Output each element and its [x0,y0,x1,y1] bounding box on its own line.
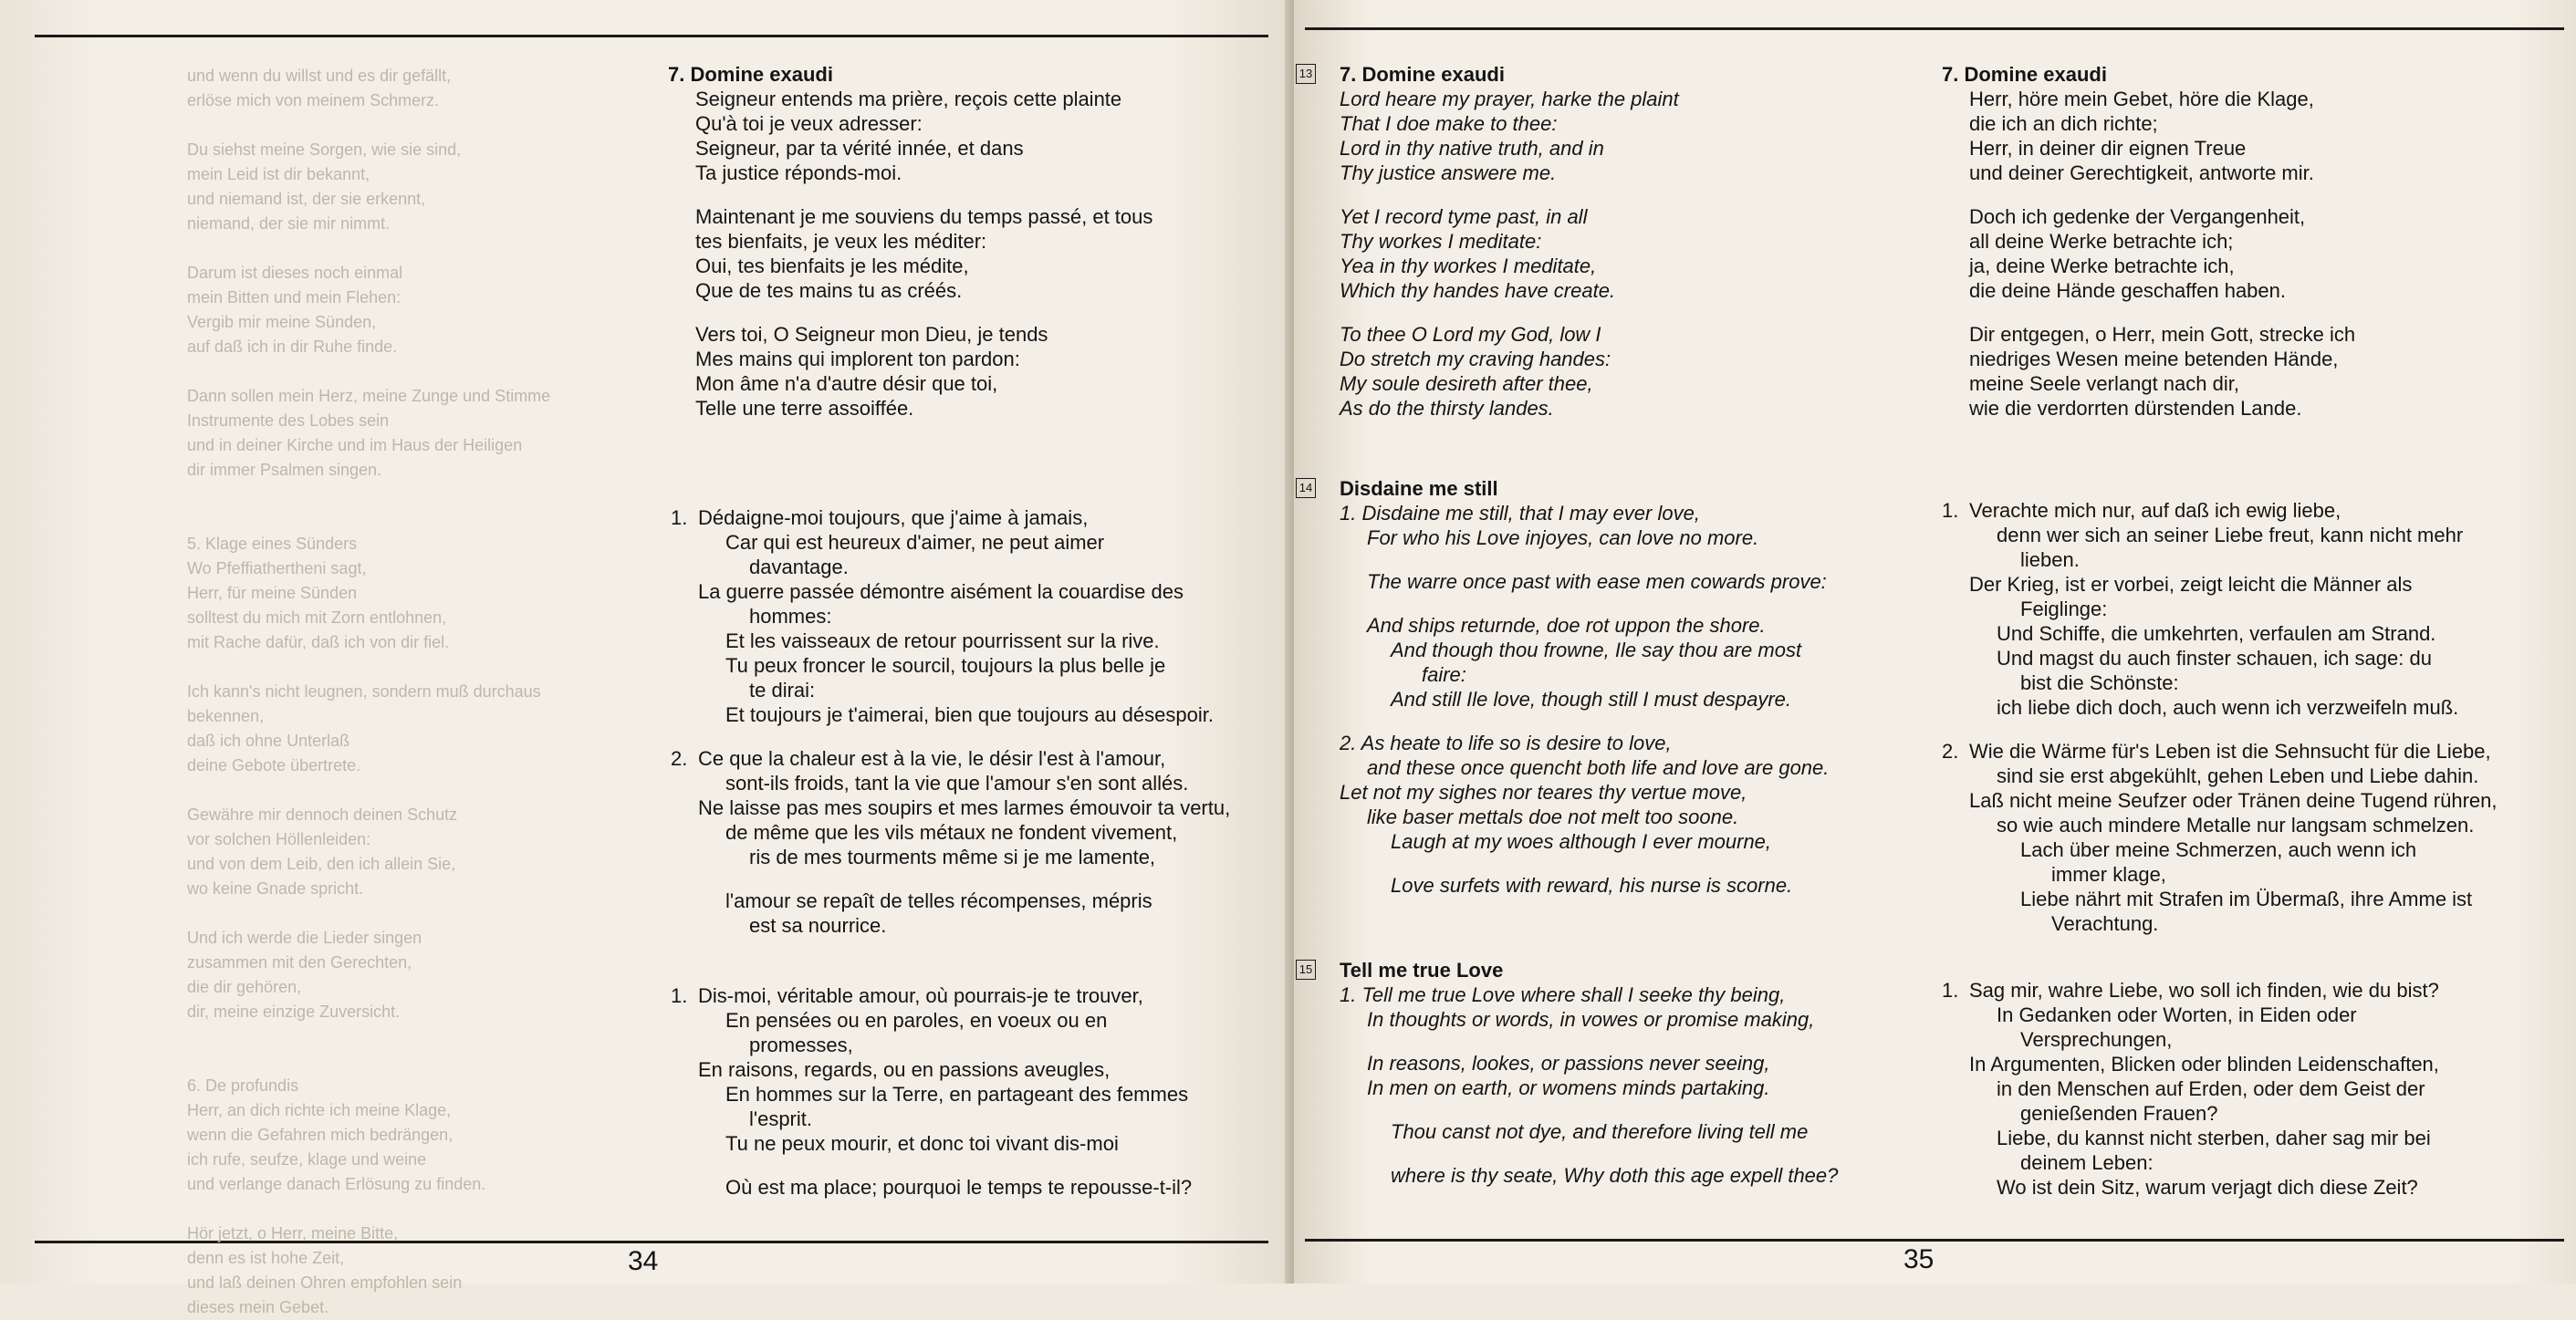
verse-number: 1. [671,506,688,529]
line: Car qui est heureux d'aimer, ne peut aimer [725,531,1105,554]
song-title: Tell me true Love [1340,959,1504,982]
bleed-through-line [187,113,550,138]
bleed-through-line [187,778,550,803]
line: En hommes sur la Terre, en partageant des femmes [725,1083,1189,1106]
line: Wie die Wärme für's Leben ist die Sehnsucht für die Liebe, [1969,740,2491,763]
line: Seigneur, par ta vérité innée, et dans [695,137,1024,160]
line: Lord in thy native truth, and in [1340,137,1604,160]
french-tell [671,983,1282,1200]
stanza-1 [1340,87,1887,185]
bleed-through-line [187,901,550,926]
line: That I doe make to thee: [1340,112,1558,135]
psalm-title: 7. Domine exaudi [1340,63,1505,86]
bleed-through-line: Dann sollen mein Herz, meine Zunge und Stimme [187,387,551,405]
line: faire: [1422,663,1466,686]
line: Love surfets with reward, his nurse is scorne. [1391,874,1793,897]
line: Herr, in deiner dir eignen Treue [1969,137,2247,160]
bleed-through-line: Ich kann's nicht leugnen, sondern muß durchaus [187,682,541,701]
bleed-through-line: und in deiner Kirche und im Haus der Heiligen [187,436,523,454]
german-disdaine [1942,498,2571,936]
bleed-through-line: vor solchen Höllenleiden: [187,830,371,848]
line: Et les vaisseaux de retour pourrissent sur la rive. [725,629,1160,652]
bleed-through-line: wo keine Gnade spricht. [187,879,364,898]
line: As do the thirsty landes. [1340,397,1554,420]
line: Liebe nährt mit Strafen im Übermaß, ihre Amme ist [2020,888,2473,910]
line: die ich an dich richte; [1969,112,2158,135]
line: Ne laisse pas mes soupirs et mes larmes émouvoir ta vertu, [698,796,1231,819]
bleed-through-line: dieses mein Gebet. [187,1298,329,1316]
page-number: 34 [628,1246,659,1276]
bleed-through-line: 5. Klage eines Sünders [187,535,358,553]
line: Der Krieg, ist er vorbei, zeigt leicht die Männer als [1969,573,2413,596]
line: In thoughts or words, in vowes or promise making, [1367,1008,1815,1031]
bleed-through-line [187,236,550,261]
line: And still Ile love, though still I must despayre. [1391,688,1791,711]
line: est sa nourrice. [749,914,887,937]
stanza-2 [1340,204,1887,303]
bleed-through-line: Vergib mir meine Sünden, [187,313,377,331]
bleed-through-line: Herr, an dich richte ich meine Klage, [187,1101,452,1119]
line: Versprechungen, [2020,1028,2173,1051]
line: Sag mir, wahre Liebe, wo soll ich finden, wie du bist? [1969,979,2439,1002]
line: ris de mes tourments même si je me lamente, [749,846,1156,868]
line: immer klage, [2051,863,2166,886]
line: In Gedanken oder Worten, in Eiden oder [1997,1003,2357,1026]
line: and these once quencht both life and love are gone. [1367,756,1830,779]
line: where is thy seate, Why doth this age expell thee? [1391,1164,1839,1187]
line: Do stretch my craving handes: [1340,348,1611,370]
line: l'amour se repaît de telles récompenses, mépris [725,889,1152,912]
stanza-3 [1340,322,1887,421]
page-number: 35 [1903,1244,1935,1274]
line: de même que les vils métaux ne fondent vivement, [725,821,1178,844]
line: Mon âme n'a d'autre désir que toi, [695,372,998,395]
line: Dédaigne-moi toujours, que j'aime à jamais, [698,506,1089,529]
psalm-title: 7. Domine exaudi [1942,63,2107,86]
line: Yet I record tyme past, in all [1340,205,1588,228]
track-number-14: 14 [1296,478,1316,498]
line: Yea in thy workes I meditate, [1340,255,1597,277]
bleed-through-line: mein Bitten und mein Flehen: [187,288,402,307]
verse-number: 2. [671,747,688,770]
bleed-through-line: 6. De profundis [187,1076,299,1095]
line: genießenden Frauen? [2020,1102,2218,1125]
line: ich liebe dich doch, auch wenn ich verzweifeln muß. [1997,696,2459,719]
line: 1. Tell me true Love where shall I seeke thy being, [1340,983,1786,1006]
line: lieben. [2020,548,2080,571]
bleed-through-line: ich rufe, seufze, klage und weine [187,1150,427,1169]
line: bist die Schönste: [2020,671,2179,694]
line: Verachte mich nur, auf daß ich ewig liebe, [1969,499,2341,522]
line: To thee O Lord my God, low I [1340,323,1601,346]
french-disdaine [671,505,1282,938]
line: like baser mettals doe not melt too soone. [1367,806,1739,828]
line: My soule desireth after thee, [1340,372,1593,395]
bleed-through-line: Und ich werde die Lieder singen [187,929,422,947]
stanza-1 [1969,87,2553,185]
bleed-through-line: Herr, für meine Sünden [187,584,358,602]
line: Lord heare my prayer, harke the plaint [1340,88,1679,110]
bleed-through-line [187,1049,550,1074]
line: Laugh at my woes although I ever mourne, [1391,830,1772,853]
bleed-through-line: mit Rache dafür, daß ich von dir fiel. [187,633,450,651]
line: Lach über meine Schmerzen, auch wenn ich [2020,838,2417,861]
bleed-through-line: erlöse mich von meinem Schmerz. [187,91,440,109]
bleed-through-line: und laß deinen Ohren empfohlen sein [187,1273,463,1292]
bleed-through-line: dir, meine einzige Zuversicht. [187,1003,401,1021]
line: Thou canst not dye, and therefore living tell me [1391,1120,1809,1143]
right-page [1294,0,2576,1284]
line: In Argumenten, Blicken oder blinden Leidenschaften, [1969,1053,2439,1076]
line: Wo ist dein Sitz, warum verjagt dich diese Zeit? [1997,1176,2418,1199]
song-title: Disdaine me still [1340,477,1498,500]
line: The warre once past with ease men cowards prove: [1367,570,1827,593]
line: Tu ne peux mourir, et donc toi vivant dis-moi [725,1132,1119,1155]
bleed-through-line: Wo Pfeffiathertheni sagt, [187,559,367,577]
line: deinem Leben: [2020,1151,2154,1174]
bleed-through-line [187,1024,550,1049]
line: denn wer sich an seiner Liebe freut, kann nicht mehr [1997,524,2464,546]
line: Laß nicht meine Seufzer oder Tränen deine Tugend rühren, [1969,789,2498,812]
line: Dis-moi, véritable amour, où pourrais-je te trouver, [698,984,1143,1007]
track-number-15: 15 [1296,960,1316,980]
line: Und Schiffe, die umkehrten, verfaulen am Strand. [1997,622,2436,645]
line: Verachtung. [2051,912,2159,935]
line: And though thou frowne, Ile say thou are most [1391,639,1802,661]
stanza-2 [695,204,1279,303]
line: so wie auch mindere Metalle nur langsam schmelzen. [1997,814,2475,837]
bottom-rule [1305,1239,2564,1242]
bleed-through-line: Gewähre mir dennoch deinen Schutz [187,806,458,824]
line: promesses, [749,1034,853,1056]
line: Vers toi, O Seigneur mon Dieu, je tends [695,323,1048,346]
line: all deine Werke betrachte ich; [1969,230,2234,253]
line: Telle une terre assoiffée. [695,397,914,420]
bleed-through-line: daß ich ohne Unterlaß [187,732,350,750]
line: Qu'à toi je veux adresser: [695,112,923,135]
bleed-through-line: die dir gehören, [187,978,302,996]
line: And ships returnde, doe rot uppon the shore. [1367,614,1766,637]
bleed-through-line: dir immer Psalmen singen. [187,461,382,479]
bleed-through-line: Instrumente des Lobes sein [187,411,390,430]
bleed-through-text [187,64,550,1320]
line: die deine Hände geschaffen haben. [1969,279,2286,302]
line: In reasons, lookes, or passions never seeing, [1367,1052,1770,1075]
bleed-through-line: deine Gebote übertrete. [187,756,361,774]
line: l'esprit. [749,1107,812,1130]
line: Feiglinge: [2020,598,2108,620]
line: Ce que la chaleur est à la vie, le désir l'est à l'amour, [698,747,1166,770]
verse-number: 1. [1942,979,1959,1002]
line: 1. Disdaine me still, that I may ever love, [1340,502,1700,525]
stanza-2 [1969,204,2553,303]
bleed-through-line: denn es ist hohe Zeit, [187,1249,345,1267]
line: En pensées ou en paroles, en voeux ou en [725,1009,1108,1032]
line: wie die verdorrten dürstenden Lande. [1969,397,2302,420]
line: sont-ils froids, tant la vie que l'amour s'en sont allés. [725,772,1189,795]
german-psalm [1942,62,2553,421]
line: sind sie erst abgekühlt, gehen Leben und Liebe dahin. [1997,764,2479,787]
verse-number: 1. [671,984,688,1007]
bleed-through-line: und wenn du willst und es dir gefällt, [187,67,452,85]
bleed-through-line: auf daß ich in dir Ruhe finde. [187,338,398,356]
line: Mes mains qui implorent ton pardon: [695,348,1020,370]
line: Herr, höre mein Gebet, höre die Klage, [1969,88,2314,110]
english-disdaine [1298,476,1887,898]
bleed-through-line: und verlange danach Erlösung zu finden. [187,1175,486,1193]
bleed-through-line: und niemand ist, der sie erkennt, [187,190,426,208]
bleed-through-line: niemand, der sie mir nimmt. [187,214,391,233]
line: La guerre passée démontre aisément la couardise des [698,580,1184,603]
bleed-through-line [187,655,550,680]
bleed-through-line: Du siehst meine Sorgen, wie sie sind, [187,140,462,159]
bleed-through-line: zusammen mit den Gerechten, [187,953,412,972]
line: davantage. [749,556,849,578]
psalm-title: 7. Domine exaudi [668,63,833,86]
line: Que de tes mains tu as créés. [695,279,963,302]
line: Und magst du auch finster schauen, ich sage: du [1997,647,2432,670]
bleed-through-line: solltest du mich mit Zorn entlohnen, [187,608,447,627]
bleed-through-line [187,1197,550,1221]
german-tell [1942,978,2571,1200]
verse-number: 2. [1942,740,1959,763]
line: 2. As heate to life so is desire to love, [1340,732,1672,754]
french-psalm [668,62,1279,421]
stanza-1 [695,87,1279,185]
bleed-through-line [187,507,550,532]
line: Ta justice réponds-moi. [695,161,902,184]
bleed-through-line [187,359,550,384]
line: ja, deine Werke betrachte ich, [1969,255,2235,277]
line: und deiner Gerechtigkeit, antworte mir. [1969,161,2314,184]
bleed-through-line [187,483,550,507]
line: Oui, tes bienfaits je les médite, [695,255,969,277]
line: Liebe, du kannst nicht sterben, daher sag mir bei [1997,1127,2431,1149]
line: En raisons, regards, ou en passions aveugles, [698,1058,1111,1081]
line: te dirai: [749,679,816,702]
line: Seigneur entends ma prière, reçois cette plainte [695,88,1122,110]
line: Thy workes I meditate: [1340,230,1542,253]
line: Doch ich gedenke der Vergangenheit, [1969,205,2306,228]
line: Thy justice answere me. [1340,161,1557,184]
stanza-3 [1969,322,2553,421]
stanza-3 [695,322,1279,421]
line: meine Seele verlangt nach dir, [1969,372,2239,395]
line: in den Menschen auf Erden, oder dem Geist der [1997,1077,2425,1100]
line: hommes: [749,605,832,628]
bleed-through-line: Darum ist dieses noch einmal [187,264,403,282]
line: niedriges Wesen meine betenden Hände, [1969,348,2339,370]
line: For who his Love injoyes, can love no more. [1367,526,1759,549]
english-psalm [1298,62,1887,421]
line: Dir entgegen, o Herr, mein Gott, strecke ich [1969,323,2356,346]
line: Où est ma place; pourquoi le temps te repousse-t-il? [725,1176,1193,1199]
line: tes bienfaits, je veux les méditer: [695,230,987,253]
track-number-13: 13 [1296,64,1316,84]
english-tell [1298,958,1887,1188]
line: Tu peux froncer le sourcil, toujours la plus belle je [725,654,1166,677]
bleed-through-line: wenn die Gefahren mich bedrängen, [187,1126,454,1144]
bleed-through-line: bekennen, [187,707,265,725]
bleed-through-line: Hör jetzt, o Herr, meine Bitte, [187,1224,399,1242]
line: Et toujours je t'aimerai, bien que toujours au désespoir. [725,703,1214,726]
top-rule [1305,27,2564,30]
line: Let not my sighes nor teares thy vertue move, [1340,781,1747,804]
bleed-through-line: mein Leid ist dir bekannt, [187,165,370,183]
top-rule [35,35,1268,37]
verse-number: 1. [1942,499,1959,522]
line: Maintenant je me souviens du temps passé, et tous [695,205,1153,228]
line: Which thy handes have create. [1340,279,1616,302]
bleed-through-line: und von dem Leib, den ich allein Sie, [187,855,456,873]
line: In men on earth, or womens minds partaking. [1367,1076,1770,1099]
